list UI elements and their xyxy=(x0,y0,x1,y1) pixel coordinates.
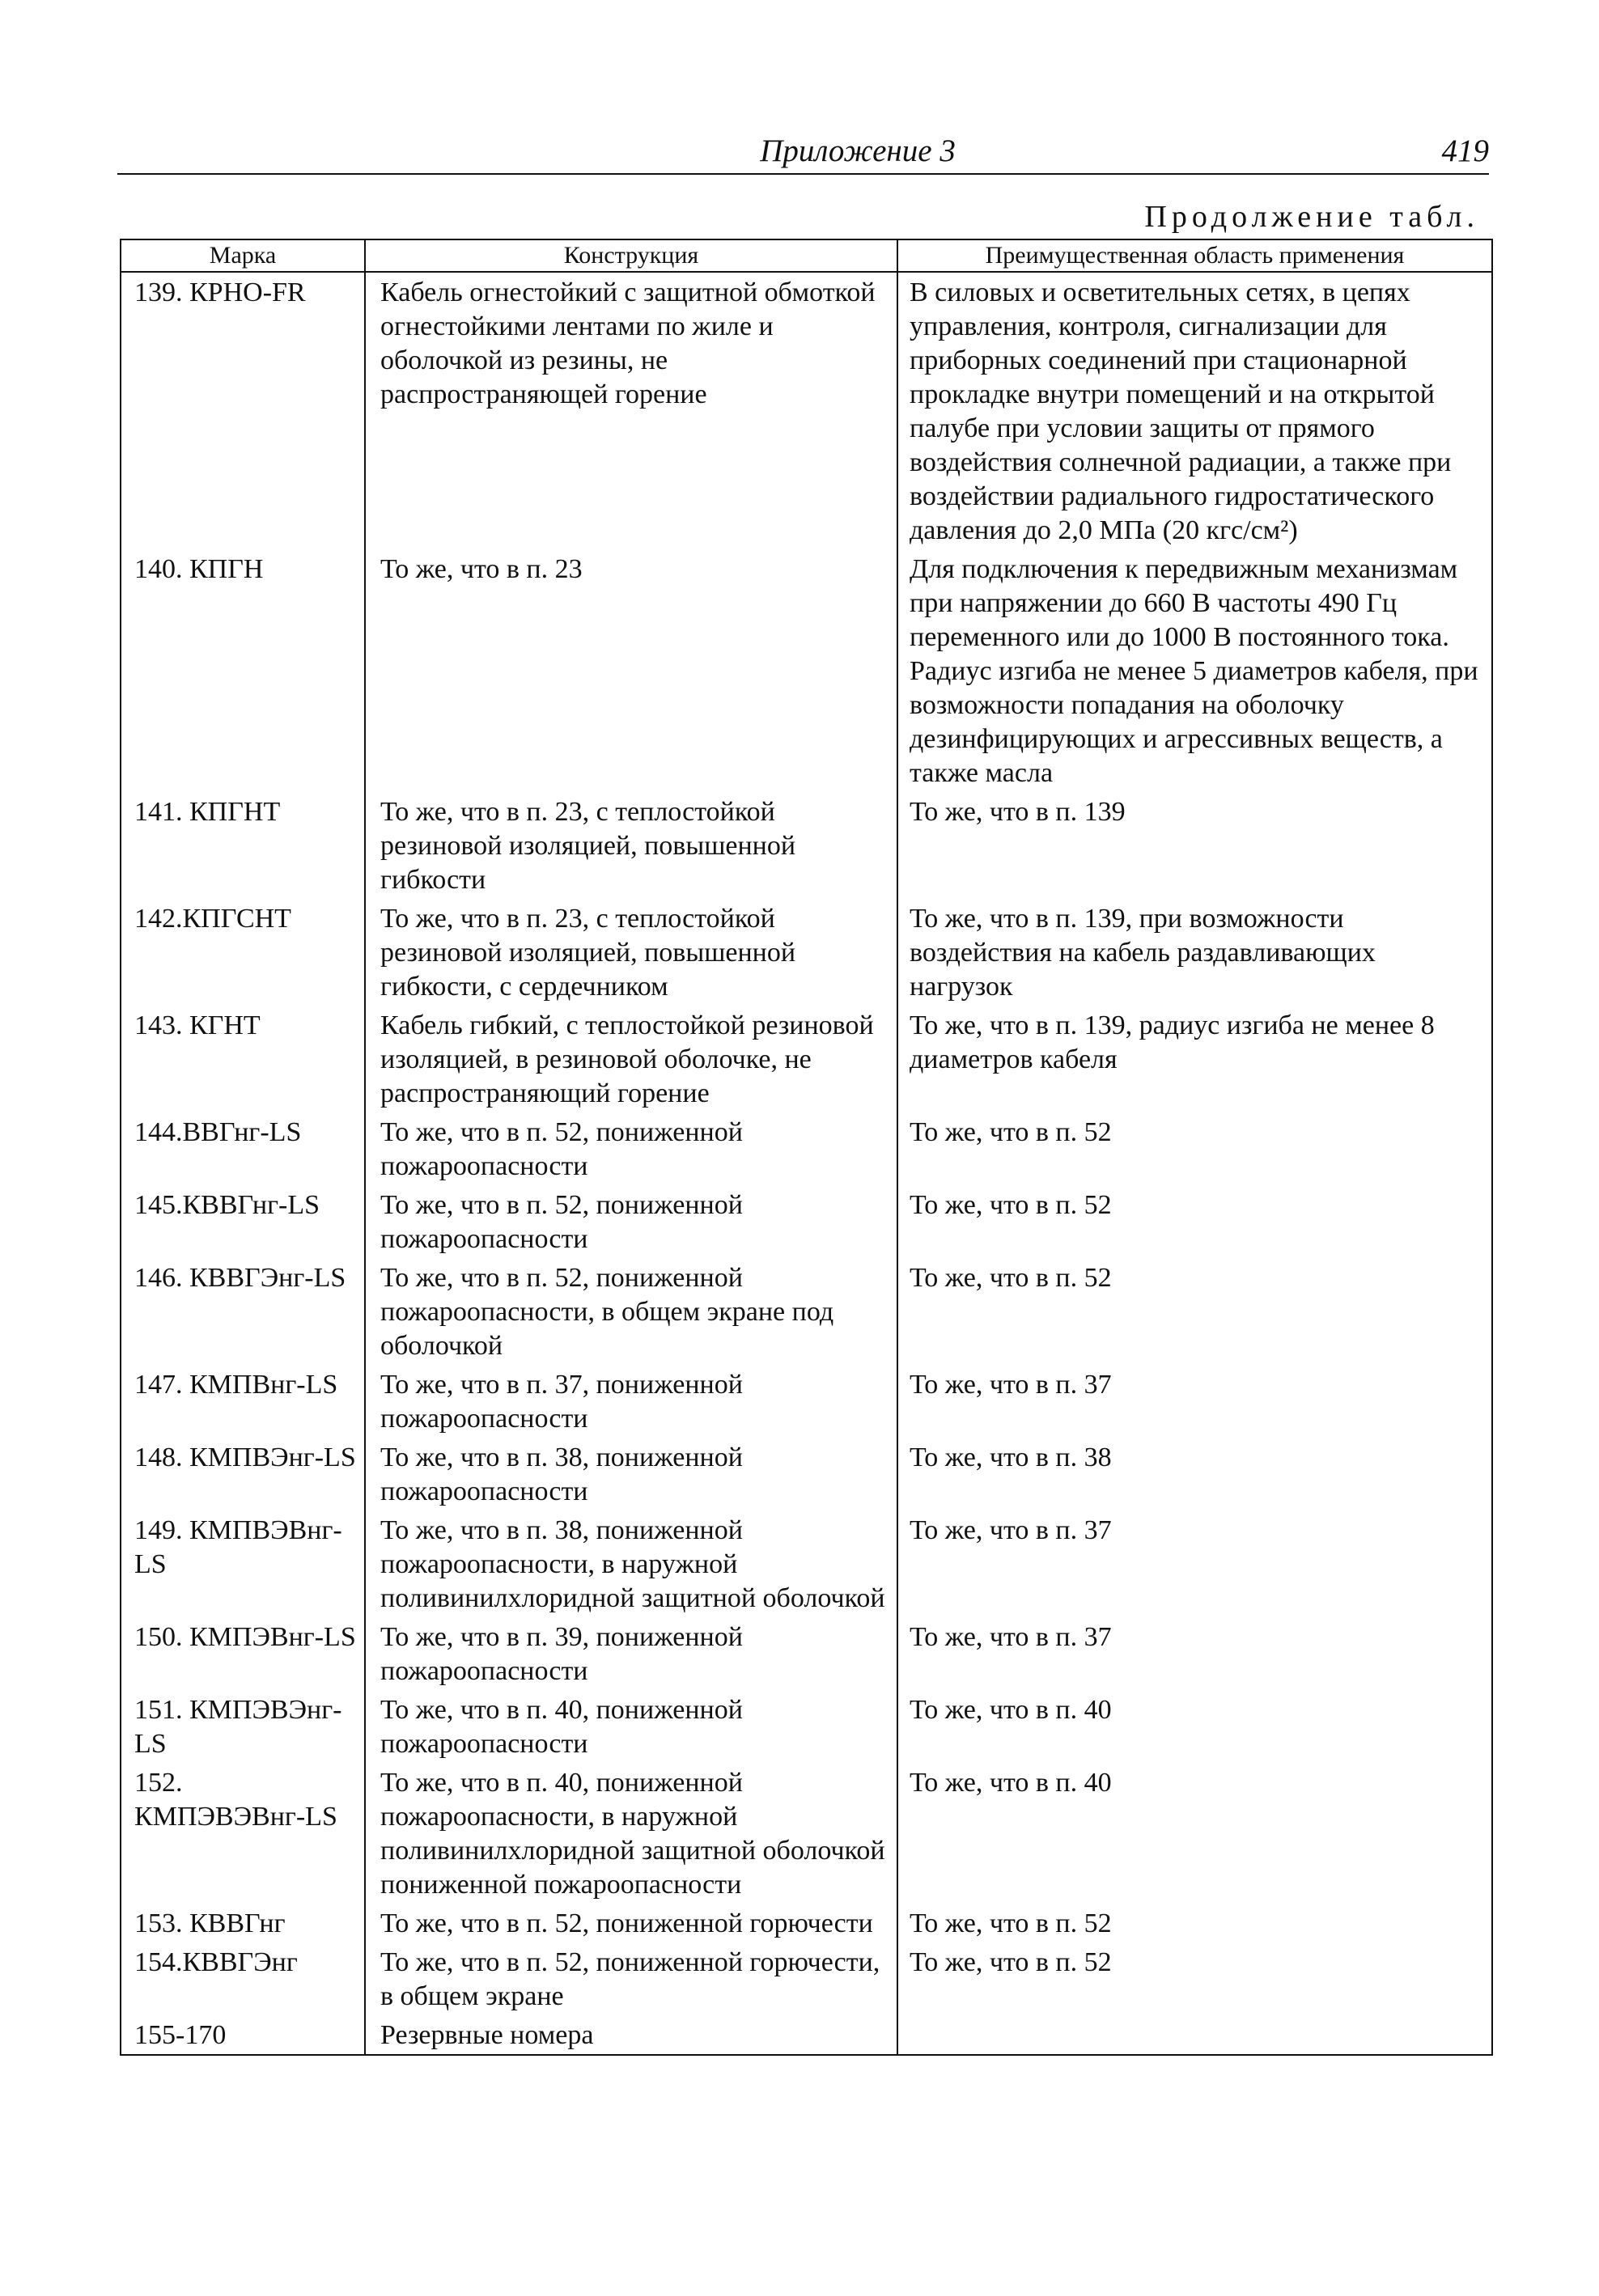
mark-cell: 155-170 xyxy=(121,2015,365,2055)
construction-cell: То же, что в п. 38, пониженной пожароопасности xyxy=(365,1438,897,1510)
mark-cell: 143. КГНТ xyxy=(121,1006,365,1112)
application-cell: То же, что в п. 52 xyxy=(897,1904,1492,1942)
table-row xyxy=(121,1763,1492,1904)
construction-cell: То же, что в п. 52, пониженной пожароопасности, в общем экране под оболочкой xyxy=(365,1258,897,1365)
table-row xyxy=(121,899,1492,1006)
table-row xyxy=(121,272,1492,549)
table-row xyxy=(121,1942,1492,2015)
construction-cell: То же, что в п. 52, пониженной пожароопасности xyxy=(365,1185,897,1258)
construction-cell: То же, что в п. 52, пониженной горючести xyxy=(365,1904,897,1942)
table-row xyxy=(121,792,1492,899)
mark-cell: 142.КПГСНТ xyxy=(121,899,365,1006)
application-cell: То же, что в п. 40 xyxy=(897,1763,1492,1904)
application-cell: То же, что в п. 52 xyxy=(897,1942,1492,2015)
mark-cell: 153. КВВГнг xyxy=(121,1904,365,1942)
mark-cell: 139. КРНО-FR xyxy=(121,272,365,549)
construction-cell: То же, что в п. 23, с теплостойкой резиновой изоляцией, повышенной гибкости, с сердечником xyxy=(365,899,897,1006)
page-number: 419 xyxy=(1441,133,1489,168)
construction-cell: То же, что в п. 23 xyxy=(365,549,897,792)
application-cell: То же, что в п. 38 xyxy=(897,1438,1492,1510)
table-row xyxy=(121,2015,1492,2055)
application-cell: То же, что в п. 139, при возможности воздействия на кабель раздавливающих нагрузок xyxy=(897,899,1492,1006)
application-cell: То же, что в п. 139, радиус изгиба не менее 8 диаметров кабеля xyxy=(897,1006,1492,1112)
construction-cell: То же, что в п. 37, пониженной пожароопасности xyxy=(365,1365,897,1438)
application-cell: То же, что в п. 37 xyxy=(897,1365,1492,1438)
table-row xyxy=(121,1258,1492,1365)
mark-cell: 145.КВВГнг-LS xyxy=(121,1185,365,1258)
construction-cell: То же, что в п. 40, пониженной пожароопасности, в наружной поливинилхлоридной защитной оболочкой пониженной пожароопасности xyxy=(365,1763,897,1904)
mark-cell: 150. КМПЭВнг-LS xyxy=(121,1617,365,1690)
table-row xyxy=(121,1112,1492,1185)
mark-cell: 149. КМПВЭВнг-LS xyxy=(121,1510,365,1617)
application-cell: То же, что в п. 52 xyxy=(897,1112,1492,1185)
application-cell: Для подключения к передвижным механизмам при напряжении до 660 В частоты 490 Гц переменного или до 1000 В постоянного тока. Радиус изгиба не менее 5 диаметров кабеля, при возможности попадания на оболочку дезинфицирующих и агрессивных веществ, а также масла xyxy=(897,549,1492,792)
construction-cell: То же, что в п. 39, пониженной пожароопасности xyxy=(365,1617,897,1690)
table-row xyxy=(121,1185,1492,1258)
page-header xyxy=(117,128,1489,175)
table-row xyxy=(121,1904,1492,1942)
construction-cell: Кабель огнестойкий с защитной обмоткой огнестойкими лентами по жиле и оболочкой из резины, не распространяющей горение xyxy=(365,272,897,549)
application-cell: То же, что в п. 139 xyxy=(897,792,1492,899)
construction-cell: То же, что в п. 52, пониженной горючести, в общем экране xyxy=(365,1942,897,2015)
mark-cell: 152. КМПЭВЭВнг-LS xyxy=(121,1763,365,1904)
table-row xyxy=(121,1365,1492,1438)
application-cell: То же, что в п. 37 xyxy=(897,1617,1492,1690)
application-cell: То же, что в п. 40 xyxy=(897,1690,1492,1763)
column-header-mark: Марка xyxy=(121,239,365,272)
application-cell: То же, что в п. 52 xyxy=(897,1185,1492,1258)
mark-cell: 146. КВВГЭнг-LS xyxy=(121,1258,365,1365)
table-continuation-label: Продолжение табл. xyxy=(1144,200,1479,234)
construction-cell: То же, что в п. 38, пониженной пожароопасности, в наружной поливинилхлоридной защитной оболочкой xyxy=(365,1510,897,1617)
mark-cell: 141. КПГНТ xyxy=(121,792,365,899)
mark-cell: 144.ВВГнг-LS xyxy=(121,1112,365,1185)
cable-table xyxy=(120,239,1493,2056)
table-row xyxy=(121,1690,1492,1763)
table-header-row xyxy=(121,239,1492,272)
application-cell: То же, что в п. 52 xyxy=(897,1258,1492,1365)
application-cell xyxy=(897,2015,1492,2055)
mark-cell: 148. КМПВЭнг-LS xyxy=(121,1438,365,1510)
table-row xyxy=(121,1006,1492,1112)
construction-cell: То же, что в п. 23, с теплостойкой резиновой изоляцией, повышенной гибкости xyxy=(365,792,897,899)
construction-cell: Резервные номера xyxy=(365,2015,897,2055)
table-row xyxy=(121,1438,1492,1510)
table-row xyxy=(121,1617,1492,1690)
construction-cell: То же, что в п. 40, пониженной пожароопасности xyxy=(365,1690,897,1763)
mark-cell: 140. КПГН xyxy=(121,549,365,792)
mark-cell: 154.КВВГЭнг xyxy=(121,1942,365,2015)
application-cell: То же, что в п. 37 xyxy=(897,1510,1492,1617)
column-header-application: Преимущественная область применения xyxy=(897,239,1492,272)
mark-cell: 147. КМПВнг-LS xyxy=(121,1365,365,1438)
construction-cell: То же, что в п. 52, пониженной пожароопасности xyxy=(365,1112,897,1185)
column-header-construction: Конструкция xyxy=(365,239,897,272)
table-row xyxy=(121,1510,1492,1617)
table-row xyxy=(121,549,1492,792)
mark-cell: 151. КМПЭВЭнг-LS xyxy=(121,1690,365,1763)
construction-cell: Кабель гибкий, с теплостойкой резиновой изоляцией, в резиновой оболочке, не распространяющий горение xyxy=(365,1006,897,1112)
table-body xyxy=(121,272,1492,2055)
application-cell: В силовых и осветительных сетях, в цепях управления, контроля, сигнализации для приборных соединений при стационарной прокладке внутри помещений и на открытой палубе при условии защиты от прямого воздействия солнечной радиации, а также при воздействии радиального гидростатического давления до 2,0 МПа (20 кгс/см²) xyxy=(897,272,1492,549)
running-title: Приложение 3 xyxy=(760,133,956,168)
